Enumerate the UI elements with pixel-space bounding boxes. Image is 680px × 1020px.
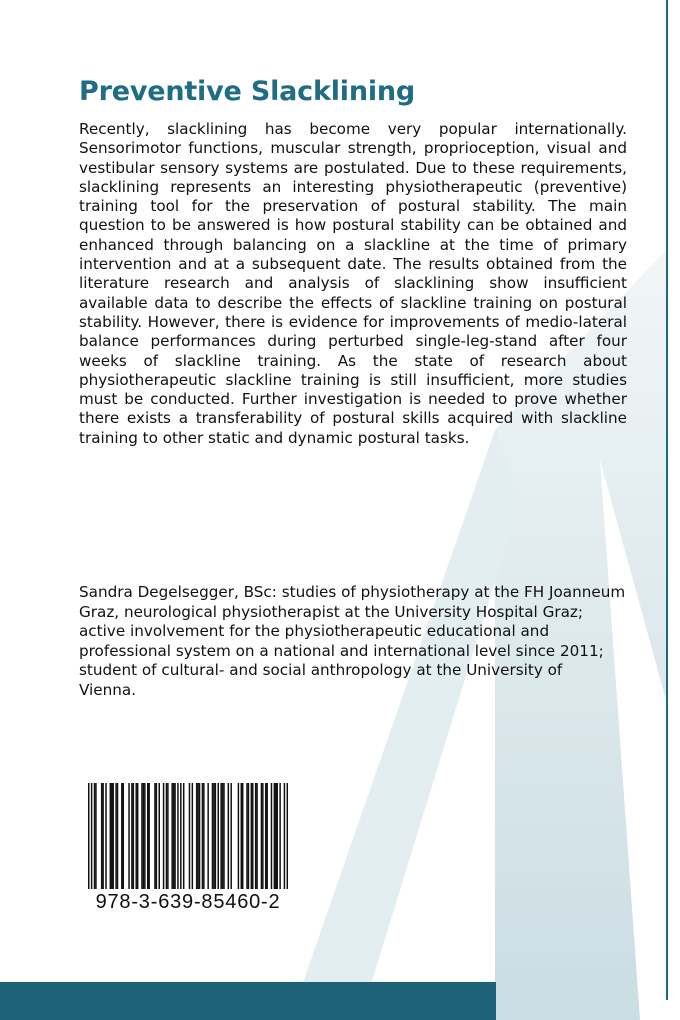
barcode-bar	[203, 783, 204, 889]
barcode-bar	[207, 783, 208, 889]
barcode-bar	[228, 783, 229, 889]
barcode-bar	[110, 783, 111, 889]
barcode-bar	[128, 783, 129, 889]
barcode-bar	[105, 783, 106, 889]
barcode-bar	[241, 783, 242, 889]
barcode-bar	[180, 783, 181, 889]
right-edge-rule	[666, 0, 668, 1000]
abstract-text: Recently, slacklining has become very popular internationally. Sensorimotor functions, muscular strength, proprioception, visual and vestibular sensory systems are postulated. Due to these requirements, slacklining represents an interesting physiotherapeutic (preventive) training tool for the preservation of postural stability. The main question to be answered is how postural stability can be obtained and enhanced through balancing on a slackline at the time of primary intervention and at a subsequent date. The results obtained from the literature research and analysis of slacklining show insufficient available data to describe the effects of slackline training on postural stability. However, there is evidence for improvements of medio-lateral balance performances during perturbed single-leg-stand after four weeks of slackline training. As the state of research about physiotherapeutic slackline training is still insufficient, more studies must be conducted. Further investigation is needed to prove whether there exists a transferability of postural skills acquired with slackline training to other static and dynamic postural tasks.	[79, 120, 627, 447]
barcode-bar	[91, 783, 92, 889]
barcode-bar	[154, 783, 155, 889]
barcode-bar	[141, 783, 142, 889]
author-bio-line: Graz, neurological physiotherapist at the University Hospital Graz;	[79, 602, 584, 621]
barcode-bar	[173, 783, 174, 889]
wedge-left-stroke	[290, 430, 520, 1020]
barcode-bar	[230, 783, 231, 889]
barcode-bar	[135, 783, 136, 889]
barcode-bar	[192, 783, 193, 889]
barcode-bar	[167, 783, 168, 889]
barcode-bar	[252, 783, 253, 889]
barcode-bar	[271, 783, 272, 889]
barcode-bar	[266, 783, 267, 889]
barcode-bar	[248, 783, 249, 889]
barcode-bar	[199, 783, 200, 889]
barcode-bar	[131, 783, 132, 889]
isbn-barcode	[88, 783, 288, 889]
barcode-bar	[284, 783, 285, 889]
barcode-bar	[220, 783, 221, 889]
author-bio	[79, 583, 639, 701]
barcode-bar	[148, 783, 149, 889]
barcode-bar	[177, 783, 178, 889]
barcode-bar	[287, 783, 288, 889]
barcode-bar	[147, 783, 148, 889]
barcode-bar	[242, 783, 243, 889]
barcode-bar	[88, 783, 89, 889]
isbn-number: 978-3-639-85460-2	[95, 891, 281, 913]
barcode-bar	[143, 783, 144, 889]
barcode-bar	[279, 783, 280, 889]
barcode-bar	[111, 783, 112, 889]
book-title: Preventive Slacklining	[79, 76, 416, 107]
barcode-bar	[159, 783, 160, 889]
barcode-bar	[256, 783, 257, 889]
barcode-bar	[196, 783, 197, 889]
barcode-bar	[171, 783, 172, 889]
barcode-graphic	[88, 783, 288, 889]
barcode-bar	[94, 783, 95, 889]
barcode-bar	[115, 783, 116, 889]
barcode-bar	[95, 783, 96, 889]
barcode-bar	[202, 783, 203, 889]
barcode-bar	[223, 783, 224, 889]
author-bio-line: Vienna.	[79, 680, 137, 699]
barcode-bar	[163, 783, 164, 889]
barcode-bar	[174, 783, 175, 889]
barcode-bar	[112, 783, 113, 889]
barcode-bar	[251, 783, 252, 889]
barcode-bar	[265, 783, 266, 889]
barcode-bar	[238, 783, 239, 889]
author-bio-line: student of cultural- and social anthropology at the University of	[79, 661, 563, 680]
barcode-bar	[137, 783, 138, 889]
author-bio-line: active involvement for the physiotherapeutic educational and	[79, 622, 550, 641]
barcode-bar	[183, 783, 184, 889]
barcode-bar	[246, 783, 247, 889]
barcode-bar	[262, 783, 263, 889]
barcode-bar	[261, 783, 262, 889]
barcode-bar	[218, 783, 219, 889]
barcode-bar	[123, 783, 124, 889]
barcode-bar	[117, 783, 118, 889]
author-bio-line: professional system on a national and international level since 2011;	[79, 641, 604, 660]
barcode-bar	[215, 783, 216, 889]
barcode-bar	[156, 783, 157, 889]
barcode-bar	[275, 783, 276, 889]
barcode-bar	[255, 783, 256, 889]
barcode-bar	[166, 783, 167, 889]
barcode-bar	[133, 783, 134, 889]
barcode-bar	[121, 783, 122, 889]
barcode-bar	[197, 783, 198, 889]
barcode-bar	[213, 783, 214, 889]
barcode-bar	[189, 783, 190, 889]
barcode-bar	[276, 783, 277, 889]
barcode-bar	[102, 783, 103, 889]
barcode-bar	[274, 783, 275, 889]
barcode-bar	[144, 783, 145, 889]
barcode-bar	[101, 783, 102, 889]
bottom-color-bar	[0, 982, 496, 1020]
author-bio-line: Sandra Degelsegger, BSc: studies of physiotherapy at the FH Joanneum	[79, 583, 626, 601]
barcode-bar	[212, 783, 213, 889]
barcode-bar	[222, 783, 223, 889]
